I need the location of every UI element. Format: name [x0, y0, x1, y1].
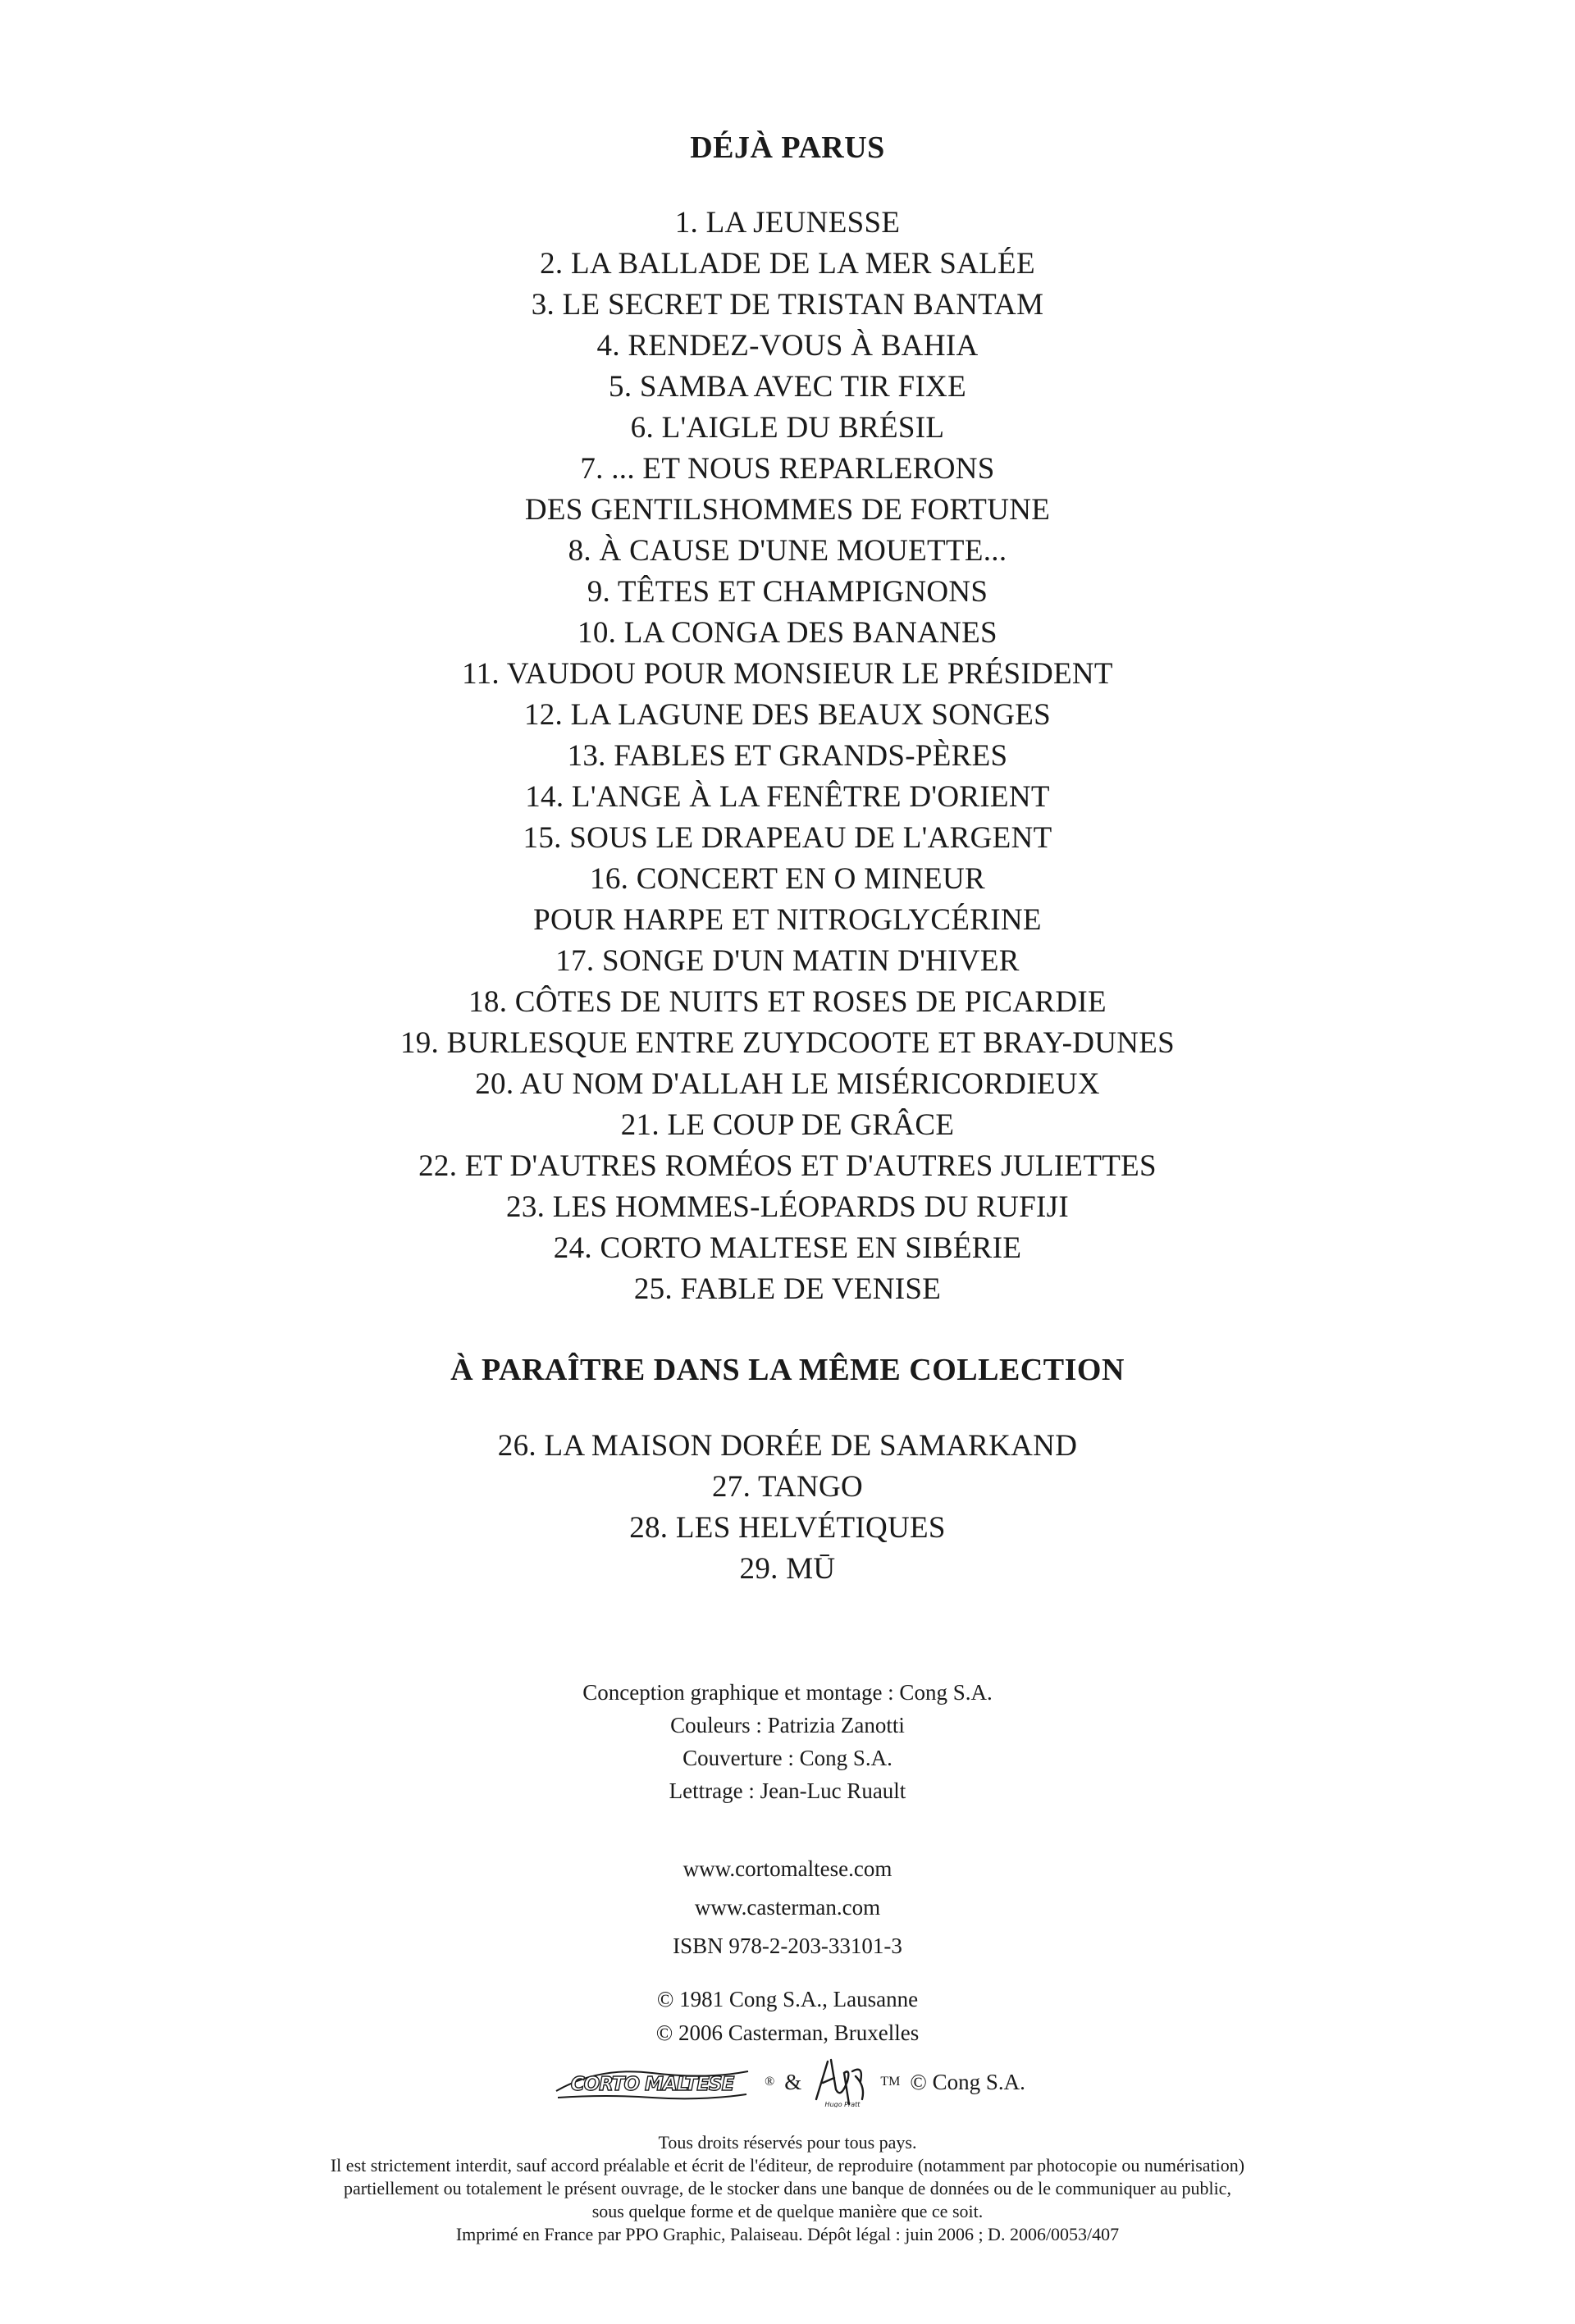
corto-maltese-logo-text: CORTO MALTESE	[570, 2074, 734, 2095]
website-casterman: www.casterman.com	[694, 1895, 881, 1920]
website-cortomaltese: www.cortomaltese.com	[682, 1856, 892, 1881]
list-item: 19. BURLESQUE ENTRE ZUYDCOOTE ET BRAY-DUNES	[399, 1026, 1176, 1060]
copyright-block	[0, 1983, 1575, 2050]
published-list	[0, 203, 1575, 1310]
list-item: 1. LA JEUNESSE	[674, 206, 901, 240]
list-item: 16. CONCERT EN O MINEUR	[590, 862, 985, 896]
list-item: 17. SONGE D'UN MATIN D'HIVER	[555, 944, 1020, 978]
list-item: 12. LA LAGUNE DES BEAUX SONGES	[523, 698, 1052, 732]
list-item: 6. L'AIGLE DU BRÉSIL	[630, 411, 945, 445]
ampersand: &	[784, 2069, 802, 2094]
list-item: 7. ... ET NOUS REPARLERONS	[580, 452, 995, 486]
legal-notice	[0, 2131, 1575, 2246]
trademark-owner: © Cong S.A.	[910, 2069, 1025, 2094]
publisher-links	[0, 1850, 1575, 1966]
list-item: 29. MŪ	[739, 1552, 836, 1586]
list-item: 22. ET D'AUTRES ROMÉOS ET D'AUTRES JULIETTES	[418, 1149, 1157, 1183]
list-item: 4. RENDEZ-VOUS À BAHIA	[596, 329, 979, 363]
copyright-cong: © 1981 Cong S.A., Lausanne	[656, 1987, 919, 2011]
isbn: ISBN 978-2-203-33101-3	[673, 1934, 902, 1958]
hugo-pratt-signature	[811, 2057, 870, 2107]
list-item: 21. LE COUP DE GRÂCE	[620, 1108, 955, 1142]
list-item: 10. LA CONGA DES BANANES	[578, 616, 998, 650]
rights-reserved: Tous droits réservés pour tous pays.	[658, 2132, 917, 2153]
list-item: DES GENTILSHOMMES DE FORTUNE	[524, 493, 1051, 527]
list-item: 5. SAMBA AVEC TIR FIXE	[609, 370, 966, 404]
list-item: 11. VAUDOU POUR MONSIEUR LE PRÉSIDENT	[462, 657, 1113, 691]
list-item: 20. AU NOM D'ALLAH LE MISÉRICORDIEUX	[475, 1067, 1100, 1101]
printer-info: Imprimé en France par PPO Graphic, Palaiseau. Dépôt légal : juin 2006 ; D. 2006/0053/407	[455, 2224, 1120, 2244]
list-item: 3. LE SECRET DE TRISTAN BANTAM	[531, 288, 1044, 322]
list-item: 15. SOUS LE DRAPEAU DE L'ARGENT	[523, 821, 1052, 855]
list-item: 25. FABLE DE VENISE	[633, 1272, 942, 1306]
list-item: 2. LA BALLADE DE LA MER SALÉE	[540, 247, 1035, 281]
tm-mark: TM	[880, 2075, 901, 2089]
trademark-line	[0, 2057, 1575, 2107]
credit-lettering: Lettrage : Jean-Luc Ruault	[669, 1778, 906, 1803]
list-item: 14. L'ANGE À LA FENÊTRE D'ORIENT	[525, 780, 1050, 814]
published-heading: DÉJÀ PARUS	[690, 130, 885, 165]
list-item: 26. LA MAISON DORÉE DE SAMARKAND	[497, 1429, 1078, 1463]
list-item: 23. LES HOMMES-LÉOPARDS DU RUFIJI	[506, 1190, 1069, 1224]
registered-mark: ®	[765, 2075, 775, 2089]
credit-colors: Couleurs : Patrizia Zanotti	[670, 1713, 905, 1737]
list-item: 9. TÊTES ET CHAMPIGNONS	[587, 575, 988, 609]
legal-text: partiellement ou totalement le présent ouvrage, de le stocker dans une banque de données ou de le communiquer au public,	[344, 2178, 1231, 2198]
production-credits	[0, 1676, 1575, 1807]
corto-maltese-logo	[550, 2061, 755, 2103]
legal-text: sous quelque forme et de quelque manière que ce soit.	[591, 2201, 984, 2221]
list-item: POUR HARPE ET NITROGLYCÉRINE	[533, 903, 1042, 937]
upcoming-heading: À PARAÎTRE DANS LA MÊME COLLECTION	[450, 1353, 1125, 1387]
credit-conception: Conception graphique et montage : Cong S.A.	[582, 1680, 993, 1705]
list-item: 18. CÔTES DE NUITS ET ROSES DE PICARDIE	[468, 985, 1107, 1019]
list-item: 27. TANGO	[711, 1470, 864, 1504]
list-item: 28. LES HELVÉTIQUES	[629, 1511, 946, 1545]
list-item: 8. À CAUSE D'UNE MOUETTE...	[568, 534, 1007, 568]
upcoming-list	[0, 1426, 1575, 1590]
hugo-pratt-signature-text: Hugo Pratt	[824, 2101, 861, 2107]
legal-text: Il est strictement interdit, sauf accord préalable et écrit de l'éditeur, de reproduire (notamment par photocopie ou numérisation)	[330, 2155, 1245, 2176]
copyright-casterman: © 2006 Casterman, Bruxelles	[655, 2020, 920, 2045]
list-item: 24. CORTO MALTESE EN SIBÉRIE	[553, 1231, 1022, 1265]
list-item: 13. FABLES ET GRANDS-PÈRES	[567, 739, 1008, 773]
credit-cover: Couverture : Cong S.A.	[682, 1746, 892, 1770]
